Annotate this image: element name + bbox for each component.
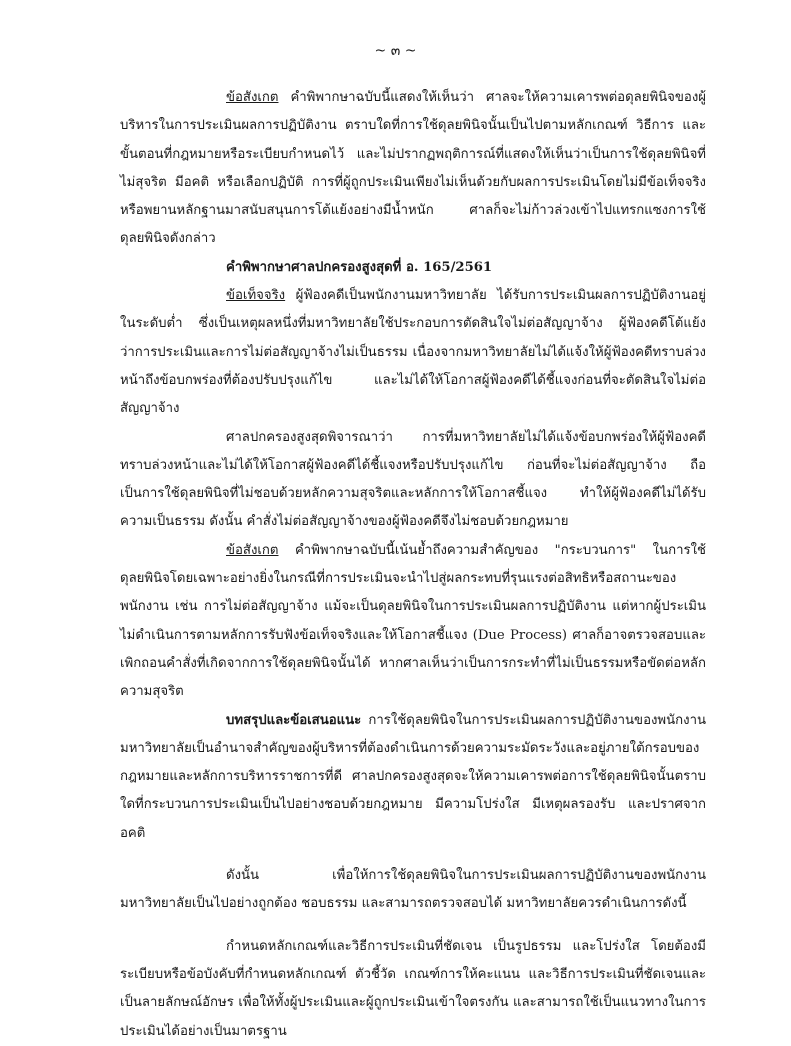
paragraph-therefore <box>120 862 706 919</box>
case-heading: คำพิพากษาศาลปกครองสูงสุดที่ อ. 165/2561 <box>226 259 493 275</box>
paragraph-text: กำหนดหลักเกณฑ์และวิธีการประเมินที่ชัดเจน เป็นรูปธรรม และโปร่งใส โดยต้องมีระเบียบหรือข้อบังคับที่กำหนดหลักเกณฑ์ ตัวชี้วัด เกณฑ์การให้คะแนน และวิธีการประเมินที่ชัดเจนและเป็นลายลักษณ์อักษร เพื่อให้ทั้งผู้ประเมินและผู้ถูกประเมินเข้าใจตรงกัน และสามารถใช้เป็นแนวทางในการประเมินได้อย่างเป็นมาตรฐาน <box>120 938 706 1039</box>
paragraph-facts <box>120 282 706 423</box>
paragraph-text: การใช้ดุลยพินิจในการประเมินผลการปฏิบัติงานของพนักงานมหาวิทยาลัยเป็นอำนาจสำคัญของผู้บริหารที่ต้องดำเนินการด้วยความระมัดระวังและอยู่ภายใต้กรอบของกฎหมายและหลักการบริหารราชการที่ดี ศาลปกครองสูงสุดจะให้ความเคารพต่อการใช้ดุลยพินิจนั้นตราบใดที่กระบวนการประเมินเป็นไปอย่างชอบด้วยกฎหมาย มีความโปร่งใส มีเหตุผลรองรับ และปราศจากอคติ <box>120 712 706 841</box>
paragraph-text: คำพิพากษาฉบับนี้เน้นย้ำถึงความสำคัญของ "กระบวนการ" ในการใช้ดุลยพินิจโดยเฉพาะอย่างยิ่งในกรณีที่การประเมินจะนำไปสู่ผลกระทบที่รุนแรงต่อสิทธิหรือสถานะของพนักงาน เช่น การไม่ต่อสัญญาจ้าง แม้จะเป็นดุลยพินิจในการประเมินผลการปฏิบัติงาน แต่หากผู้ประเมินไม่ดำเนินการตามหลักการรับฟังข้อเท็จจริงและให้โอกาสชี้แจง (Due Process) ศาลก็อาจตรวจสอบและเพิกถอนคำสั่งที่เกิดจากการใช้ดุลยพินิจนั้นได้ หากศาลเห็นว่าเป็นการกระทำที่ไม่เป็นธรรมหรือขัดต่อหลักความสุจริต <box>120 542 706 700</box>
paragraph-text: ผู้ฟ้องคดีเป็นพนักงานมหาวิทยาลัย ได้รับการประเมินผลการปฏิบัติงานอยู่ในระดับต่ำ ซึ่งเป็นเหตุผลหนึ่งที่มหาวิทยาลัยใช้ประกอบการตัดสินใจไม่ต่อสัญญาจ้าง ผู้ฟ้องคดีโต้แย้งว่าการประเมินและการไม่ต่อสัญญาจ้างไม่เป็นธรรม เนื่องจากมหาวิทยาลัยไม่ได้แจ้งให้ผู้ฟ้องคดีทราบล่วงหน้าถึงข้อบกพร่องที่ต้องปรับปรุงแก้ไข และไม่ได้ให้โอกาสผู้ฟ้องคดีได้ชี้แจงก่อนที่จะตัดสินใจไม่ต่อสัญญาจ้าง <box>120 288 706 417</box>
page-number: ~ ๓ ~ <box>374 43 417 59</box>
paragraph-court-ruling <box>120 424 706 537</box>
paragraph-text: คำพิพากษาฉบับนี้แสดงให้เห็นว่า ศาลจะให้ความเคารพต่อดุลยพินิจของผู้บริหารในการประเมินผลการปฏิบัติงาน ตราบใดที่การใช้ดุลยพินิจนั้นเป็นไปตามหลักเกณฑ์ วิธีการ และขั้นตอนที่กฎหมายหรือระเบียบกำหนดไว้ และไม่ปรากฏพฤติการณ์ที่แสดงให้เห็นว่าเป็นการใช้ดุลยพินิจที่ไม่สุจริต มีอคติ หรือเลือกปฏิบัติ การที่ผู้ถูกประเมินเพียงไม่เห็นด้วยกับผลการประเมินโดยไม่มีข้อเท็จจริงหรือพยานหลักฐานมาสนับสนุนการโต้แย้งอย่างมีน้ำหนัก ศาลก็จะไม่ก้าวล่วงเข้าไปแทรกแซงการใช้ดุลยพินิจดังกล่าว <box>120 90 706 247</box>
paragraph-observation-1 <box>120 84 706 254</box>
label-facts: ข้อเท็จจริง <box>226 288 286 304</box>
paragraph-observation-2 <box>120 537 706 707</box>
paragraph-text: ศาลปกครองสูงสุดพิจารณาว่า การที่มหาวิทยาลัยไม่ได้แจ้งข้อบกพร่องให้ผู้ฟ้องคดีทราบล่วงหน้าและไม่ได้ให้โอกาสผู้ฟ้องคดีได้ชี้แจงหรือปรับปรุงแก้ไข ก่อนที่จะไม่ต่อสัญญาจ้าง ถือเป็นการใช้ดุลยพินิจที่ไม่ชอบด้วยหลักความสุจริตและหลักการให้โอกาสชี้แจง ทำให้ผู้ฟ้องคดีไม่ได้รับความเป็นธรรม ดังนั้น คำสั่งไม่ต่อสัญญาจ้างของผู้ฟ้องคดีจึงไม่ชอบด้วยกฎหมาย <box>120 429 706 530</box>
paragraph-text: ดังนั้น เพื่อให้การใช้ดุลยพินิจในการประเมินผลการปฏิบัติงานของพนักงานมหาวิทยาลัยเป็นไปอย่างถูกต้อง ชอบธรรม และสามารถตรวจสอบได้ มหาวิทยาลัยควรดำเนินการดังนี้ <box>120 868 706 912</box>
label-observation: ข้อสังเกต <box>226 90 279 105</box>
document-body <box>120 84 706 1046</box>
paragraph-conclusion <box>120 707 706 848</box>
paragraph-criteria <box>120 933 706 1046</box>
label-conclusion: บทสรุปและข้อเสนอแนะ <box>226 712 362 728</box>
label-observation: ข้อสังเกต <box>226 542 279 558</box>
